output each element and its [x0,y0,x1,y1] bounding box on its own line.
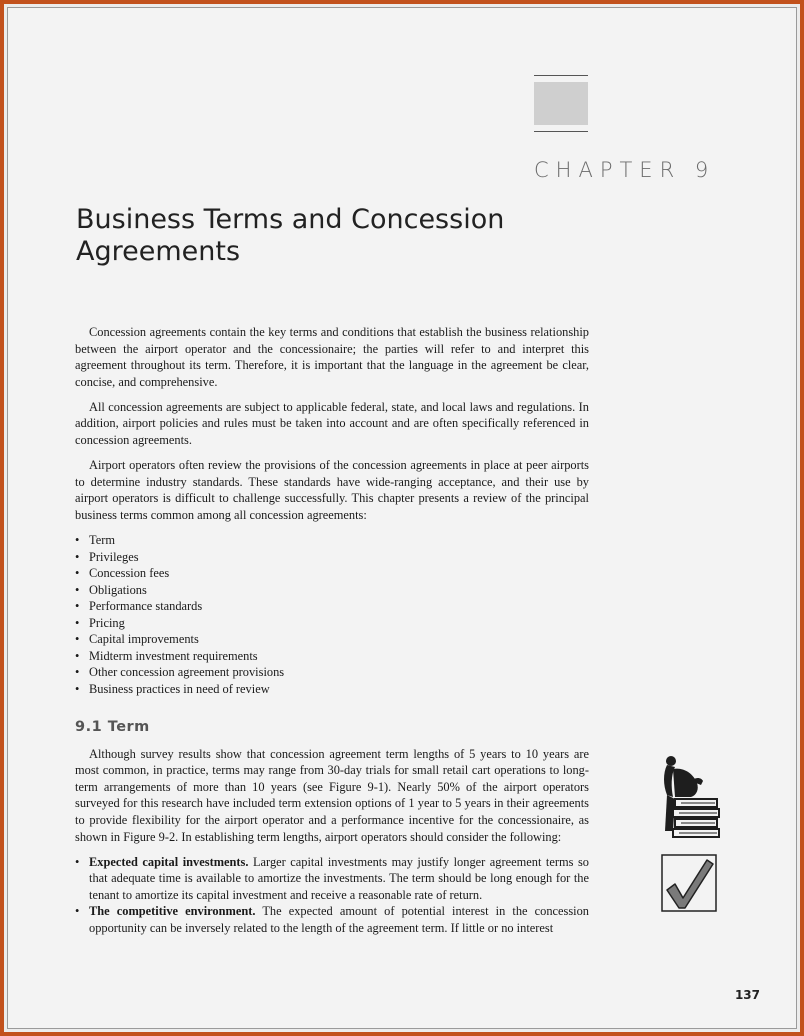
list-item: • Business practices in need of review [75,681,270,696]
section-heading: 9.1 Term [75,719,150,736]
checkmark-icon [661,854,717,912]
list-item: • Capital improvements [75,632,199,647]
list-item: • Performance standards [75,599,203,614]
list-item: • Obligations [75,582,147,597]
list-item: • Midterm investment requirements [75,648,258,663]
list-item: • Term [75,533,115,548]
chapter-marker-box [534,75,588,132]
intro-paragraph-2: All concession agreements are subject to applicable federal, state, and local laws and regulations. In addition, airport policies and rules must be taken into account and are often specifically referenced in concession agreements. [75,399,589,448]
thinker-on-books-icon [661,755,721,839]
chapter-label: CHAPTER 9 [534,158,716,182]
page-number: 137 [734,988,760,1002]
list-item: • Other concession agreement provisions [75,665,285,680]
list-item: • The competitive environment. The expected amount of potential interest in the concession opportunity can be inversely related to the length of the agreement term. If little or no interest [75,904,589,935]
section-paragraph: Although survey results show that concession agreement term lengths of 5 years to 10 years are most common, in practice, terms may range from 30-day trials for small retail cart operations to long-term arrangements of more than 10 years (see Figure 9-1). Nearly 50% of the airport operators surveyed for this research have included term extension options of 1 year to 5 years in their agreements to provide flexibility for the airport operator and a performance incentive for the concessionaire, as shown in Figure 9-2. In establishing term lengths, airport operators should consider the following: [75,746,589,844]
list-item: • Pricing [75,615,125,630]
body-text [75,324,589,936]
business-terms-list [75,532,589,697]
list-item: • Expected capital investments. Larger capital investments may justify longer agreement terms so that adequate time is available to amortize the investments. The term should be long enough for the tenant to amortize its capital investment and receive a reasonable rate of return. [75,854,589,902]
intro-paragraph-3: Airport operators often review the provisions of the concession agreements in place at peer airports to determine industry standards. These standards have wide-ranging acceptance, and their use by airport operators is difficult to challenge successfully. This chapter presents a review of the principal business terms common among all concession agreements: [75,458,589,522]
document-page [7,7,797,1029]
list-item: • Concession fees [75,566,170,581]
list-item: • Privileges [75,549,139,564]
intro-paragraph-1: Concession agreements contain the key terms and conditions that establish the business relationship between the airport operator and the concessionaire; the parties will refer to and interpret this agreement throughout its term. Therefore, it is important that the language in the agreement be clear, concise, and comprehensive. [75,325,589,389]
chapter-title: Business Terms and Concession Agreements [76,204,505,267]
considerations-list [75,854,589,937]
